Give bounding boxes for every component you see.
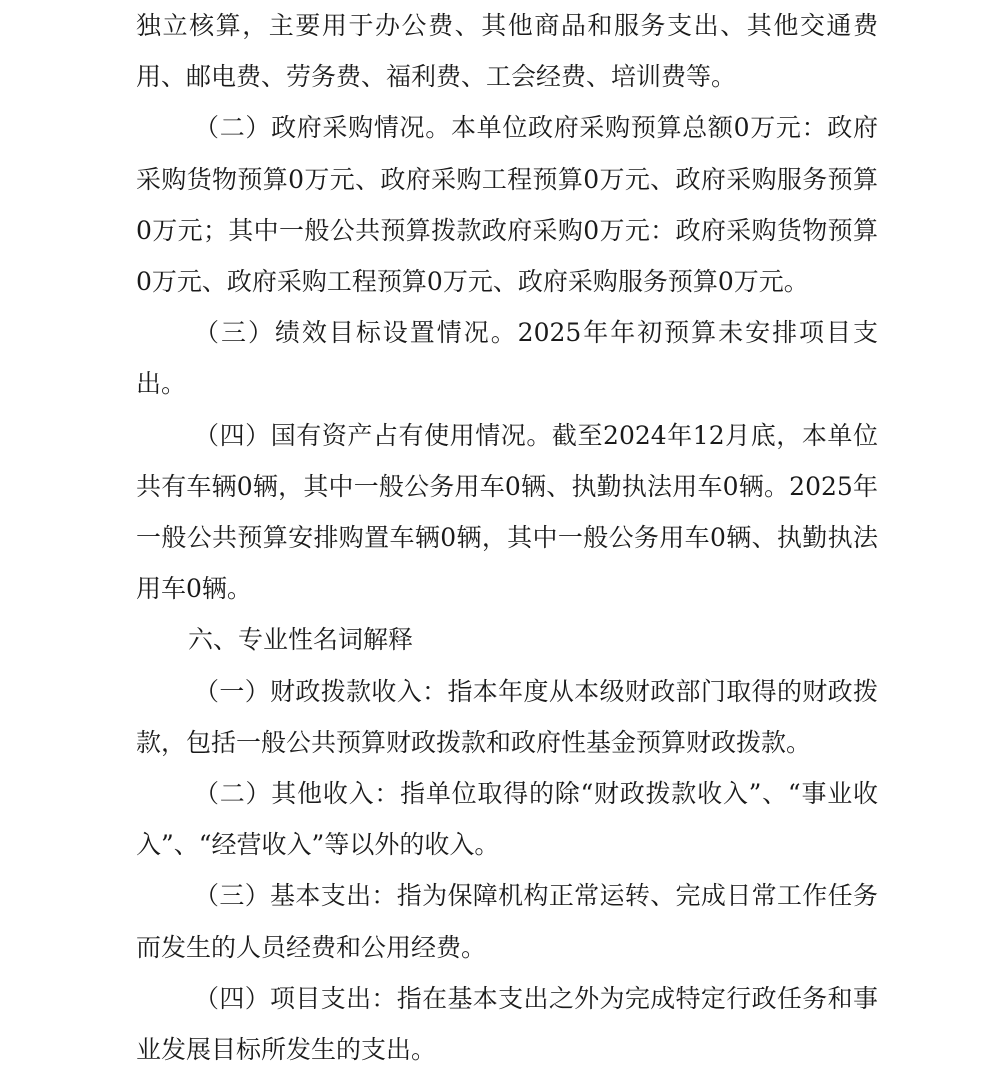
term-label: （四）项目支出：: [194, 983, 397, 1013]
term-other-income: [136, 768, 878, 870]
paragraph-text: 截至2024年12月底，本单位共有车辆0辆，其中一般公务用车0辆、执勤执法用车0辆。2025年一般公共预算安排购置车辆0辆，其中一般公务用车0辆、执勤执法用车0辆。: [136, 420, 878, 604]
paragraph-label: （二）政府采购情况。: [194, 113, 451, 143]
paragraph-state-assets: [136, 410, 878, 615]
term-definition: 指本年度从本级财政部门取得的财政拨款，包括一般公共预算财政拨款和政府性基金预算财政拨款。: [136, 676, 878, 757]
term-definition: 指为保障机构正常运转、完成日常工作任务而发生的人员经费和公用经费。: [136, 881, 878, 962]
paragraph-label: （三）绩效目标设置情况。: [194, 318, 518, 348]
term-fiscal-appropriation-income: [136, 666, 878, 768]
paragraph-expense-detail: [136, 0, 878, 102]
document-page: [136, 0, 878, 1075]
paragraph-text: 本单位政府采购预算总额0万元：政府采购货物预算0万元、政府采购工程预算0万元、政府采购服务预算0万元；其中一般公共预算拨款政府采购0万元：政府采购货物预算0万元、政府采购工程预算0万元、政府采购服务预算0万元。: [136, 113, 878, 297]
term-definition: 指在基本支出之外为完成特定行政任务和事业发展目标所发生的支出。: [136, 983, 878, 1065]
term-basic-expenditure: [136, 870, 878, 972]
paragraph-label: （四）国有资产占有使用情况。: [194, 420, 552, 450]
term-definition: 指单位取得的除“财政拨款收入”、“事业收入”、“经营收入”等以外的收入。: [136, 779, 878, 860]
term-label: （一）财政拨款收入：: [194, 676, 448, 706]
paragraph-text: 独立核算，主要用于办公费、其他商品和服务支出、其他交通费用、邮电费、劳务费、福利费、工会经费、培训费等。: [136, 11, 878, 92]
term-label: （二）其他收入：: [194, 779, 401, 809]
section-heading-terminology: 六、专业性名词解释: [188, 625, 414, 655]
paragraph-text: 2025年年初预算未安排项目支出。: [136, 318, 878, 399]
paragraph-government-procurement: [136, 102, 878, 307]
term-label: （三）基本支出：: [194, 881, 397, 911]
paragraph-performance-targets: [136, 307, 878, 409]
term-project-expenditure: [136, 973, 878, 1075]
